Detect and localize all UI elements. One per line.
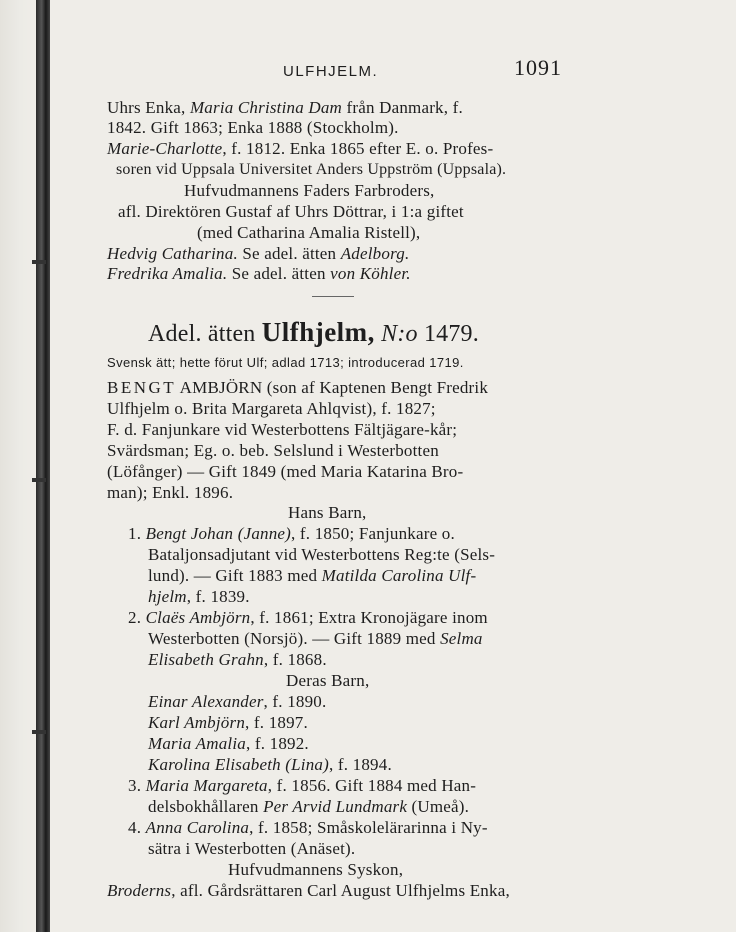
book-spine bbox=[36, 0, 50, 932]
spine-mark bbox=[32, 730, 46, 734]
text-line: Uhrs Enka, Maria Christina Dam från Danmark, f. bbox=[107, 98, 463, 117]
spine-mark bbox=[32, 478, 46, 482]
text-line: Marie-Charlotte, f. 1812. Enka 1865 efter E. o. Profes- bbox=[107, 139, 494, 158]
running-title: ULFHJELM. bbox=[283, 63, 379, 80]
text-line: man); Enkl. 1896. bbox=[107, 483, 234, 502]
text-line: Karolina Elisabeth (Lina), f. 1894. bbox=[148, 755, 392, 774]
page-edge bbox=[0, 0, 34, 932]
text-line: Westerbotten (Norsjö). — Gift 1889 med Selma bbox=[148, 629, 483, 648]
section-intro: Svensk ätt; hette förut Ulf; adlad 1713; introducerad 1719. bbox=[107, 355, 464, 370]
spine-mark bbox=[32, 260, 46, 264]
text-line: Ulfhjelm o. Brita Margareta Ahlqvist), f. 1827; bbox=[107, 399, 436, 418]
text-line: F. d. Fanjunkare vid Westerbottens Fältjägare-kår; bbox=[107, 420, 458, 439]
section-divider bbox=[312, 296, 354, 297]
section-heading: Adel. ätten Ulfhjelm, N:o 1479. bbox=[148, 317, 479, 347]
text-line: 2. Claës Ambjörn, f. 1861; Extra Kronojägare inom bbox=[128, 608, 488, 627]
text-line: Broderns, afl. Gårdsrättaren Carl August Ulfhjelms Enka, bbox=[107, 881, 510, 900]
text-line: Hans Barn, bbox=[288, 503, 367, 522]
text-line: Fredrika Amalia. Se adel. ätten von Köhler. bbox=[107, 264, 411, 283]
text-line: Maria Amalia, f. 1892. bbox=[148, 734, 309, 753]
text-line: hjelm, f. 1839. bbox=[148, 587, 250, 606]
text-line: (med Catharina Amalia Ristell), bbox=[197, 223, 421, 242]
text-line: sätra i Westerbotten (Anäset). bbox=[148, 839, 356, 858]
text-line: 1842. Gift 1863; Enka 1888 (Stockholm). bbox=[107, 118, 399, 137]
text-line: Hufvudmannens Faders Farbroders, bbox=[184, 181, 435, 200]
text-line: delsbokhållaren Per Arvid Lundmark (Umeå). bbox=[148, 797, 470, 816]
text-line: 3. Maria Margareta, f. 1856. Gift 1884 med Han- bbox=[128, 776, 477, 795]
text-line: BENGT AMBJÖRN (son af Kaptenen Bengt Fredrik bbox=[107, 378, 489, 397]
text-line: Einar Alexander, f. 1890. bbox=[148, 692, 327, 711]
text-line: 4. Anna Carolina, f. 1858; Småskolelärarinna i Ny- bbox=[128, 818, 488, 837]
page-number: 1091 bbox=[514, 55, 562, 80]
text-line: soren vid Uppsala Universitet Anders Uppström (Uppsala). bbox=[116, 161, 507, 178]
text-line: (Löfånger) — Gift 1849 (med Maria Katarina Bro- bbox=[107, 462, 464, 481]
text-line: 1. Bengt Johan (Janne), f. 1850; Fanjunkare o. bbox=[128, 524, 455, 543]
text-line: lund). — Gift 1883 med Matilda Carolina Ulf- bbox=[148, 566, 477, 585]
text-line: Elisabeth Grahn, f. 1868. bbox=[148, 650, 327, 669]
text-line: Svärdsman; Eg. o. beb. Selslund i Westerbotten bbox=[107, 441, 439, 460]
text-line: Hedvig Catharina. Se adel. ätten Adelborg. bbox=[107, 244, 410, 263]
text-line: Deras Barn, bbox=[286, 671, 370, 690]
text-line: Karl Ambjörn, f. 1897. bbox=[148, 713, 308, 732]
text-line: Bataljonsadjutant vid Westerbottens Reg:te (Sels- bbox=[148, 545, 496, 564]
text-line: afl. Direktören Gustaf af Uhrs Döttrar, i 1:a giftet bbox=[118, 202, 464, 221]
text-line: Hufvudmannens Syskon, bbox=[228, 860, 404, 879]
